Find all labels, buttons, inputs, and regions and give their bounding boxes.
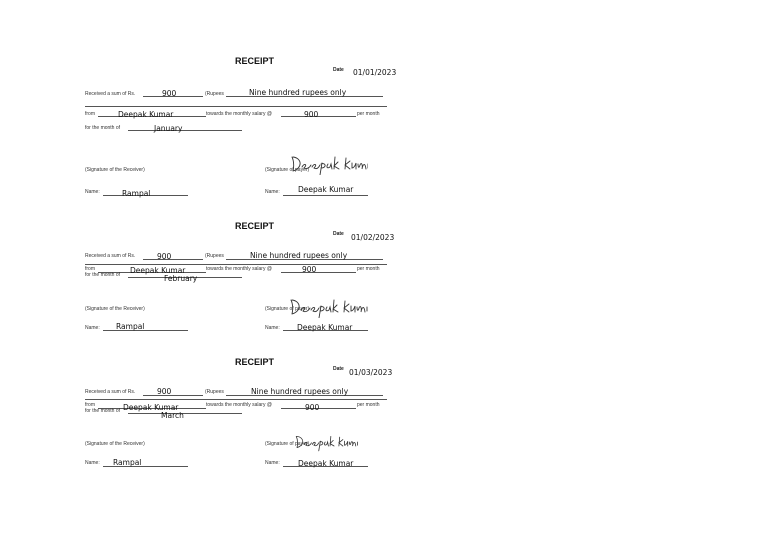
towards-label: towards the monthly salary @ [206,111,272,117]
payer-signature-label: (Signature of payer) [265,167,310,173]
date-label: Date [333,67,344,73]
month-line [128,130,242,131]
date-label: Date [333,366,344,372]
month-value: January [154,124,183,133]
rate-value: 900 [304,110,319,119]
continuation-line [85,399,387,400]
towards-label: towards the monthly salary @ [206,266,272,272]
receipt-title: RECEIPT [235,221,275,231]
per-month-label: per month [357,111,380,117]
for-month-label: for the month of [85,125,121,131]
payer-name-label: Name: [265,460,280,466]
payer-signature-label: (Signature of payer) [265,441,310,447]
rate-value: 900 [302,265,317,274]
payer-name-label: Name: [265,189,280,195]
receiver-signature-label: (Signature of the Receiver) [85,167,145,173]
rupees-label: (Rupees [205,389,224,395]
continuation-line [85,106,387,107]
from-label: from [85,266,95,272]
date-value: 01/03/2023 [349,368,393,377]
month-line [128,413,242,414]
month-value: February [164,274,198,283]
payer-name-bottom: Deepak Kumar [297,323,353,332]
date-value: 01/02/2023 [351,233,395,242]
towards-label: towards the monthly salary @ [206,402,272,408]
amount-line [143,395,203,396]
from-label: from [85,111,95,117]
amount-value: 900 [162,89,177,98]
receiver-name-label: Name: [85,189,100,195]
amount-words: Nine hundred rupees only [249,88,347,97]
amount-words: Nine hundred rupees only [250,251,348,260]
for-month-label: for the month of [85,408,121,414]
receiver-name: Rampal [116,322,145,331]
rate-line [281,272,356,273]
receiver-name: Rampal [122,189,151,198]
payer-name-label: Name: [265,325,280,331]
amount-value: 900 [157,252,172,261]
receiver-signature-label: (Signature of the Receiver) [85,306,145,312]
payer-name: Deepak Kumar [130,266,186,275]
received-label: Received a sum of Rs. [85,389,136,395]
payer-name-bottom: Deepak Kumar [298,459,354,468]
payer-signature-label: (Signature of payer) [265,306,310,312]
payer-signature [293,432,359,452]
payer-name-bottom: Deepak Kumar [298,185,354,194]
receipt-title: RECEIPT [235,56,275,66]
rupees-label: (Rupees [205,253,224,259]
per-month-label: per month [357,402,380,408]
receiver-name-label: Name: [85,325,100,331]
received-label: Received a sum of Rs. [85,253,136,259]
amount-value: 900 [157,387,172,396]
receipt-title: RECEIPT [235,357,275,367]
continuation-line [85,264,387,265]
month-value: March [161,411,184,420]
receiver-signature-label: (Signature of the Receiver) [85,441,145,447]
payer-signature [287,296,369,318]
from-label: from [85,402,95,408]
payer-signature [288,153,368,175]
rate-value: 900 [305,403,320,412]
amount-words: Nine hundred rupees only [251,387,349,396]
payer-name: Deepak Kumar [118,110,174,119]
receiver-name-label: Name: [85,460,100,466]
amount-line [143,259,203,260]
per-month-label: per month [357,266,380,272]
payer-name-line [283,195,368,196]
date-value: 01/01/2023 [353,68,397,77]
received-label: Received a sum of Rs. [85,91,136,97]
receiver-name: Rampal [113,458,142,467]
rate-line [281,116,356,117]
rupees-label: (Rupees [205,91,224,97]
for-month-label: for the month of [85,272,121,278]
payer-name: Deepak Kumar [123,403,179,412]
date-label: Date [333,231,344,237]
